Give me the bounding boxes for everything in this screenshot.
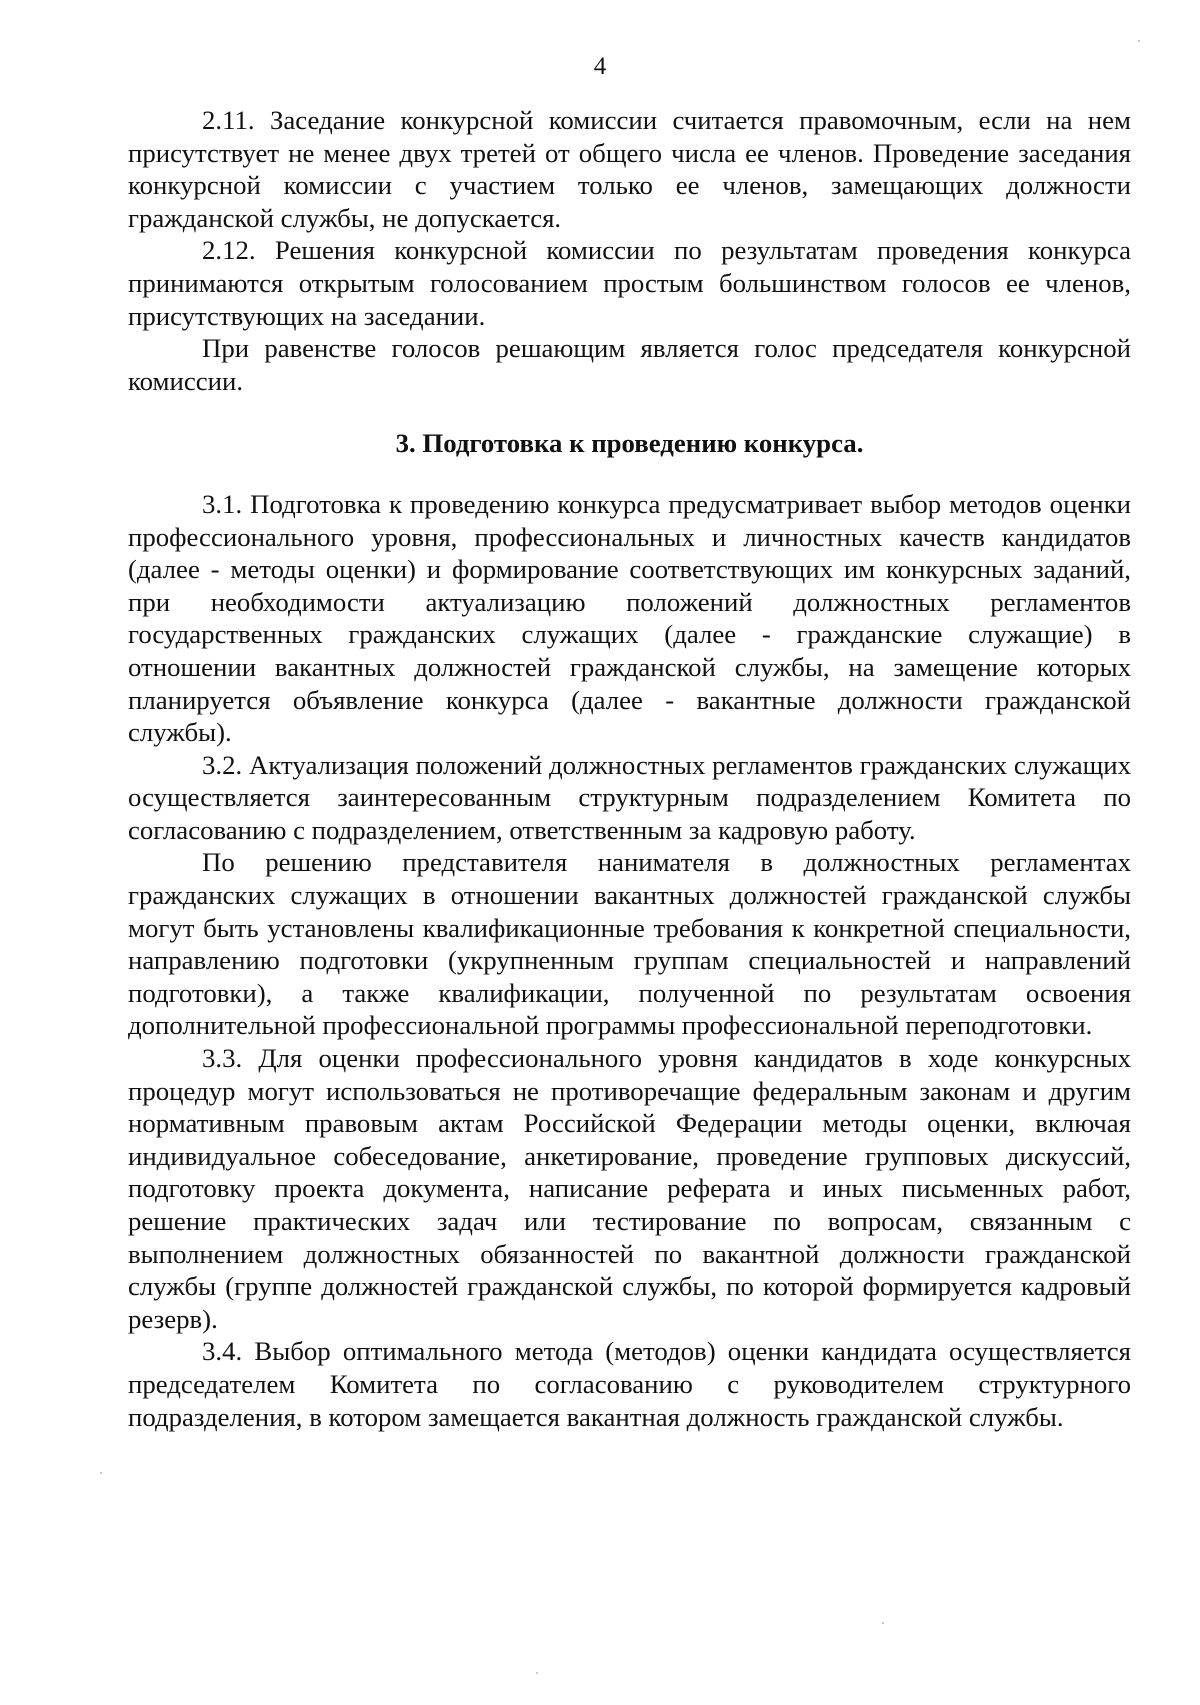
scan-speck	[882, 1622, 884, 1624]
page-number: 4	[593, 53, 607, 80]
section-heading: 3. Подготовка к проведению конкурса.	[395, 428, 864, 459]
paragraph-3-2: 3.2. Актуализация положений должностных регламентов гражданских служащих осуществляется заинтересованным структурным подразделением Комитета по согласованию с подразделением, ответственным за кадровую работу.	[128, 749, 1131, 845]
scan-speck	[100, 1472, 102, 1474]
scan-speck	[536, 1672, 538, 1674]
paragraph-2-12-tie: При равенстве голосов решающим является голос председателя конкурсной комиссии.	[128, 333, 1131, 396]
paragraph-2-11: 2.11. Заседание конкурсной комиссии считается правомочным, если на нем присутствует не менее двух третей от общего числа ее членов. Проведение заседания конкурсной комиссии с участием только ее членов, замещающих должности гражданской службы, не допускается.	[128, 105, 1131, 233]
paragraph-3-2-decision: По решению представителя нанимателя в должностных регламентах гражданских служащих в отношении вакантных должностей гражданской службы могут быть установлены квалификационные требования к конкретной специальности, направлению подготовки (укрупненным группам специальностей и направлений подготовки), а также квалификации, полученной по результатам освоения дополнительной профессиональной программы профессиональной переподготовки.	[128, 847, 1131, 1041]
paragraph-3-1: 3.1. Подготовка к проведению конкурса предусматривает выбор методов оценки профессионального уровня, профессиональных и личностных качеств кандидатов (далее - методы оценки) и формирование соответствующих им конкурсных заданий, при необходимости актуализацию положений должностных регламентов государственных гражданских служащих (далее - гражданские служащие) в отношении вакантных должностей гражданской службы, на замещение которых планируется объявление конкурса (далее - вакантные должности гражданской службы).	[128, 488, 1131, 748]
document-body	[128, 104, 1131, 1433]
scan-speck	[1138, 40, 1140, 42]
paragraph-3-4: 3.4. Выбор оптимального метода (методов) оценки кандидата осуществляется председателем Комитета по согласованию с руководителем структурного подразделения, в котором замещается вакантная должность гражданской службы.	[128, 1336, 1131, 1432]
paragraph-3-3: 3.3. Для оценки профессионального уровня кандидатов в ходе конкурсных процедур могут использоваться не противоречащие федеральным законам и другим нормативным правовым актам Российской Федерации методы оценки, включая индивидуальное собеседование, анкетирование, проведение групповых дискуссий, подготовку проекта документа, написание реферата и иных письменных работ, решение практических задач или тестирование по вопросам, связанным с выполнением должностных обязанностей по вакантной должности гражданской службы (группе должностей гражданской службы, по которой формируется кадровый резерв).	[128, 1043, 1131, 1334]
paragraph-2-12: 2.12. Решения конкурсной комиссии по результатам проведения конкурса принимаются открытым голосованием простым большинством голосов ее членов, присутствующих на заседании.	[128, 235, 1131, 331]
